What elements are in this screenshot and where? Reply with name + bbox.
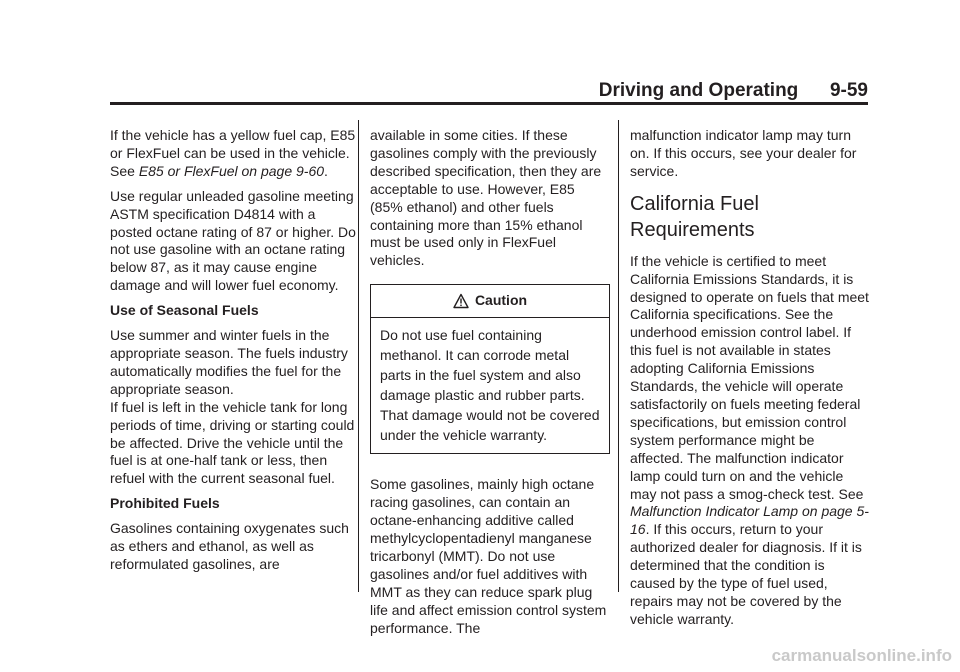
watermark: carmanualsonline.info (771, 646, 952, 665)
caution-header (371, 285, 609, 318)
yellow-cap-end: . (324, 162, 328, 179)
seasonal-fuels-heading: Use of Seasonal Fuels (110, 302, 259, 319)
caution-title: Caution (474, 292, 528, 309)
seasonal-paragraph-2: If fuel is left in the vehicle tank for long periods of time, driving or starting could be affected. Drive the vehicle until the fuel is at one-half tank or less, then refuel with the current seasonal fuel. (110, 398, 355, 487)
california-section-title: California Fuel Requirements (630, 192, 759, 241)
california-text: If the vehicle is certified to meet California Emissions Standards, it is designed to operate on fuels that meet California specifications. See the underhood emission control label. If this fuel is not available in states adopting California Emissions Standards, the vehicle will operate satisfactorily on fuels meeting federal specifications, but emission control system performance might be affected. The malfunction indicator lamp could turn on and the vehicle may not pass a smog-check test. See (630, 252, 869, 502)
column-1 (110, 127, 358, 581)
column-2 (370, 127, 610, 644)
seasonal-paragraph-1: Use summer and winter fuels in the appropriate season. The fuels industry automatically modifies the fuel for the appropriate season. (110, 327, 348, 397)
gasolines-paragraph: available in some cities. If these gasolines comply with the previously described specification, then they are acceptable to use. However, E85 (85% ethanol) and other fuels containing more than 15% ethanol must be used only in FlexFuel vehicles. (370, 127, 602, 269)
column-divider-2 (618, 120, 619, 592)
unleaded-paragraph: Use regular unleaded gasoline meeting ASTM specification D4814 with a posted octane rating of 87 or higher. Do not use gasoline with an octane rating below 87, as it may cause engine damage and will lower fuel economy. (110, 187, 356, 294)
caution-box (370, 284, 610, 454)
warning-triangle-icon (453, 293, 469, 309)
mil-reference-link[interactable]: Malfunction Indicator Lamp on page 5-16 (630, 503, 869, 538)
column-3 (630, 127, 870, 636)
prohibited-paragraph: Gasolines containing oxygenates such as ethers and ethanol, as well as reformulated gasolines, are (110, 520, 349, 572)
yellow-cap-text: If the vehicle has a yellow fuel cap, E85 or FlexFuel can be used in the vehicle. See (110, 127, 356, 179)
page-header (110, 80, 868, 102)
e85-reference-link[interactable]: E85 or FlexFuel on page 9-60 (138, 162, 325, 179)
malfunction-paragraph: malfunction indicator lamp may turn on. If this occurs, see your dealer for service. (630, 127, 857, 179)
california-paragraph (630, 253, 870, 629)
column-divider-1 (358, 120, 359, 592)
yellow-cap-paragraph (110, 127, 358, 181)
header-title: Driving and Operating 9-59 (598, 80, 868, 101)
mmt-paragraph: Some gasolines, mainly high octane racing gasolines, can contain an octane-enhancing additive called methylcyclopentadienyl manganese tricarbonyl (MMT). Do not use gasolines and/or fuel additives with MMT as they can reduce spark plug life and affect emission control system performance. The (370, 476, 607, 636)
header-rule (110, 102, 868, 105)
california-text-end: . If this occurs, return to your authorized dealer for diagnosis. If it is determined that the condition is caused by the type of fuel used, repairs may not be covered by the vehicle warranty. (630, 521, 862, 627)
prohibited-fuels-heading: Prohibited Fuels (110, 495, 220, 512)
caution-body: Do not use fuel containing methanol. It can corrode metal parts in the fuel system and also damage plastic and rubber parts. That damage would not be covered under the vehicle warranty. (380, 327, 600, 444)
